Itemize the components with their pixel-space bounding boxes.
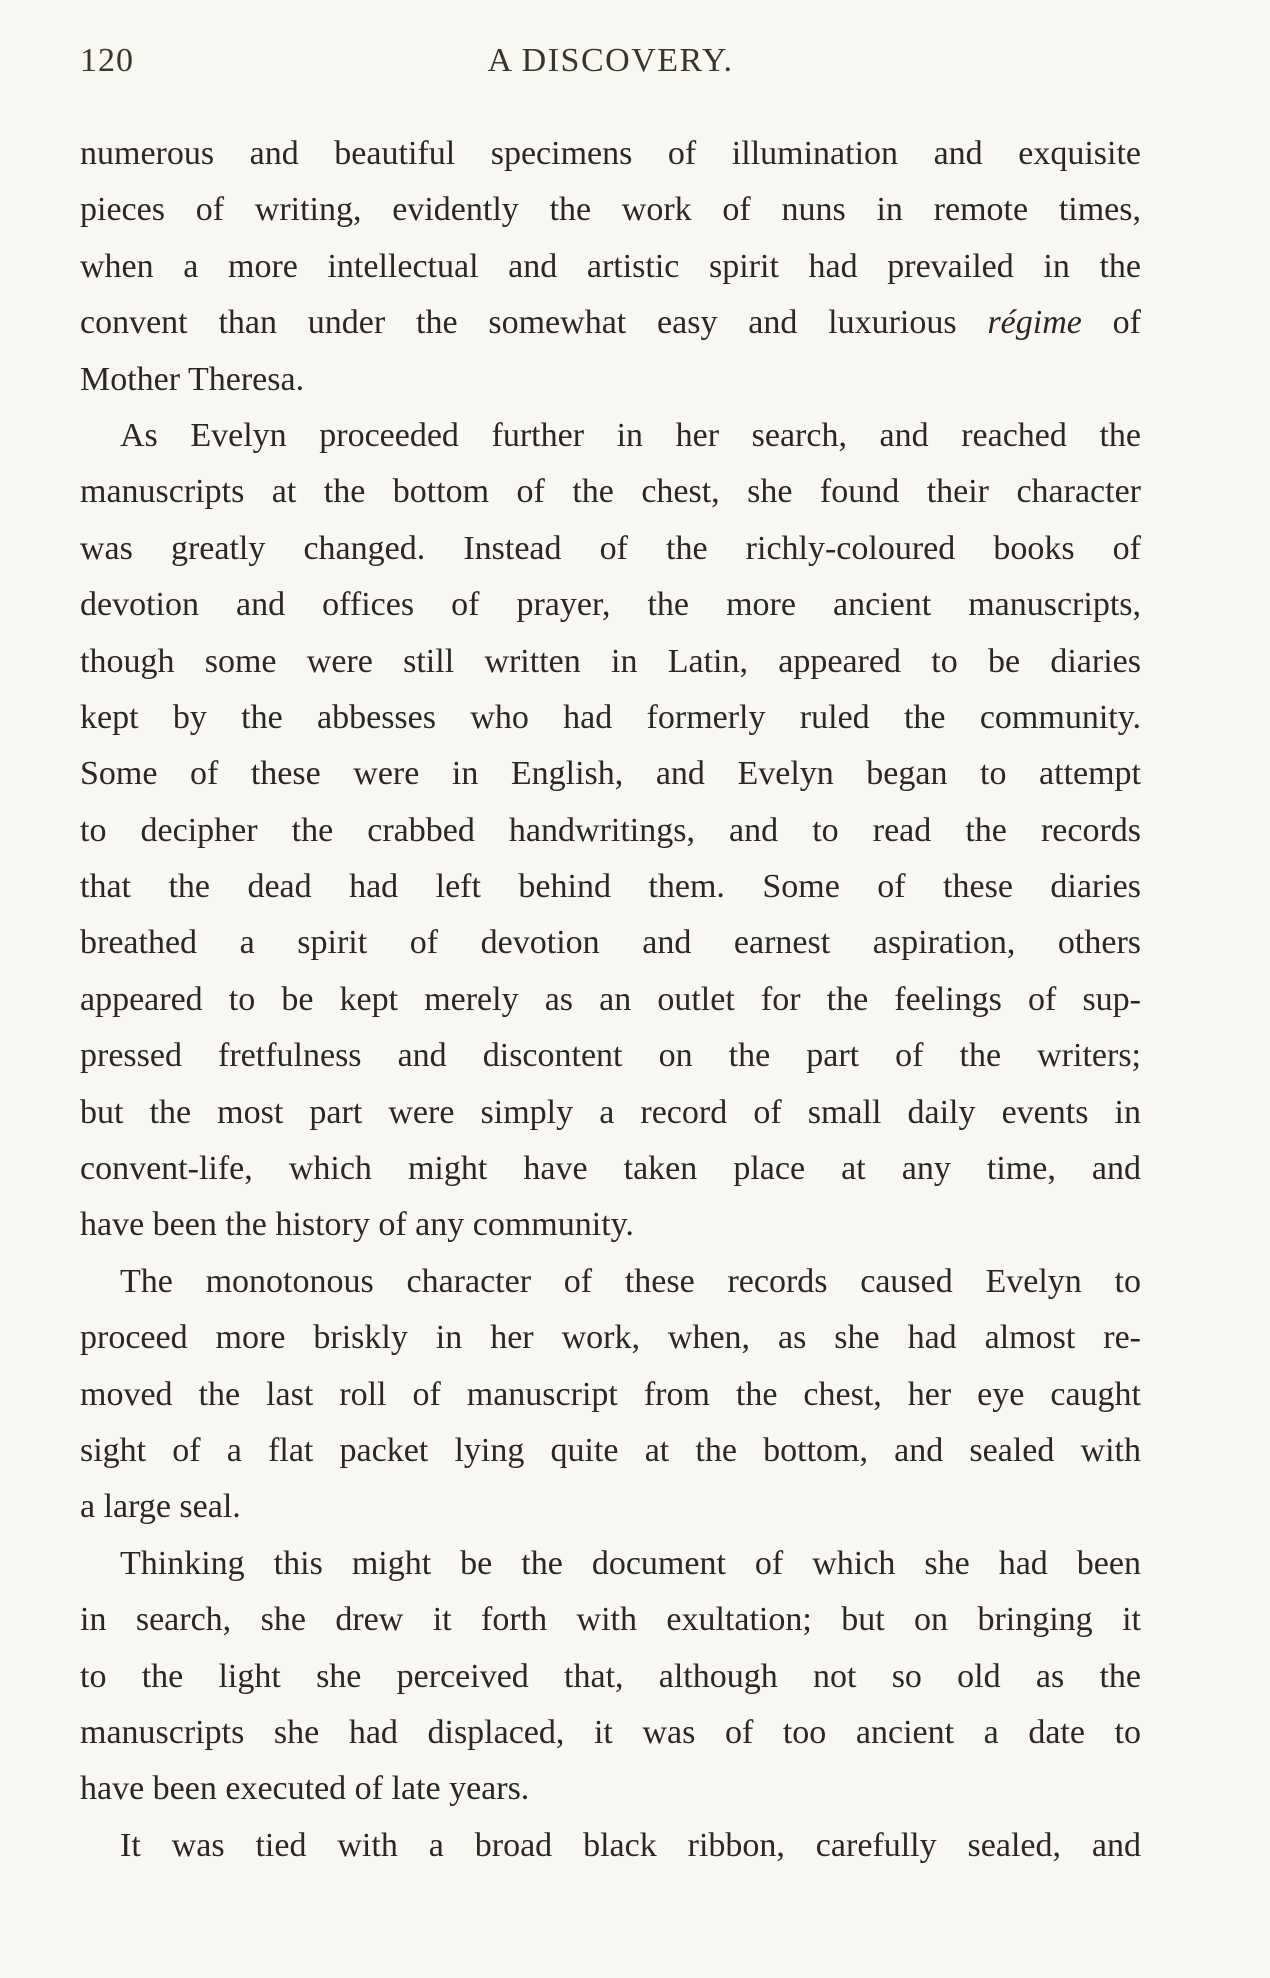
text-line: convent-life, which might have taken place at any time, and [80,1150,1141,1188]
text-line: have been executed of late years. [80,1770,530,1808]
text-line: moved the last roll of manuscript from the chest, her eye caught [80,1375,1141,1413]
body-text [80,126,1141,1874]
text-line: sight of a flat packet lying quite at the bottom, and sealed with [80,1431,1141,1469]
text-line: have been the history of any community. [80,1206,634,1244]
text-line: but the most part were simply a record of small daily events in [80,1093,1141,1131]
text-line: Some of these were in English, and Evelyn began to attempt [80,755,1141,793]
text-line [80,295,1141,351]
text-line: manuscripts at the bottom of the chest, she found their character [80,473,1141,511]
text-line: appeared to be kept merely as an outlet for the feelings of sup- [80,980,1141,1018]
text-line: when a more intellectual and artistic spirit had prevailed in the [80,247,1141,285]
text-line: Thinking this might be the document of which she had been [120,1544,1141,1582]
text-line: manuscripts she had displaced, it was of too ancient a date to [80,1713,1141,1751]
text-line: Mother Theresa. [80,360,305,398]
text-line: proceed more briskly in her work, when, as she had almost re- [80,1319,1141,1357]
text-line: was greatly changed. Instead of the richly-coloured books of [80,529,1141,567]
text-segment: of [1112,304,1141,342]
text-segment: convent than under the somewhat easy and luxurious [80,304,957,342]
text-line: pieces of writing, evidently the work of nuns in remote times, [80,191,1141,229]
text-line: The monotonous character of these records caused Evelyn to [120,1262,1141,1300]
running-head [80,42,1141,92]
text-line: to decipher the crabbed handwritings, and to read the records [80,811,1141,849]
text-line: breathed a spirit of devotion and earnest aspiration, others [80,924,1141,962]
page-number: 120 [80,42,134,79]
text-line: kept by the abbesses who had formerly ruled the community. [80,698,1141,736]
text-line: that the dead had left behind them. Some of these diaries [80,868,1141,906]
running-title: A DISCOVERY. [487,42,734,79]
text-line: to the light she perceived that, although not so old as the [80,1657,1141,1695]
text-line: It was tied with a broad black ribbon, carefully sealed, and [120,1826,1141,1864]
text-line: devotion and offices of prayer, the more ancient manuscripts, [80,586,1141,624]
text-line: pressed fretfulness and discontent on the part of the writers; [80,1037,1141,1075]
italic-word: régime [987,304,1082,342]
text-line: though some were still written in Latin, appeared to be diaries [80,642,1141,680]
text-line: As Evelyn proceeded further in her search, and reached the [120,416,1141,454]
text-line: a large seal. [80,1488,241,1526]
text-line: in search, she drew it forth with exultation; but on bringing it [80,1601,1141,1639]
text-line: numerous and beautiful specimens of illumination and exquisite [80,135,1141,172]
